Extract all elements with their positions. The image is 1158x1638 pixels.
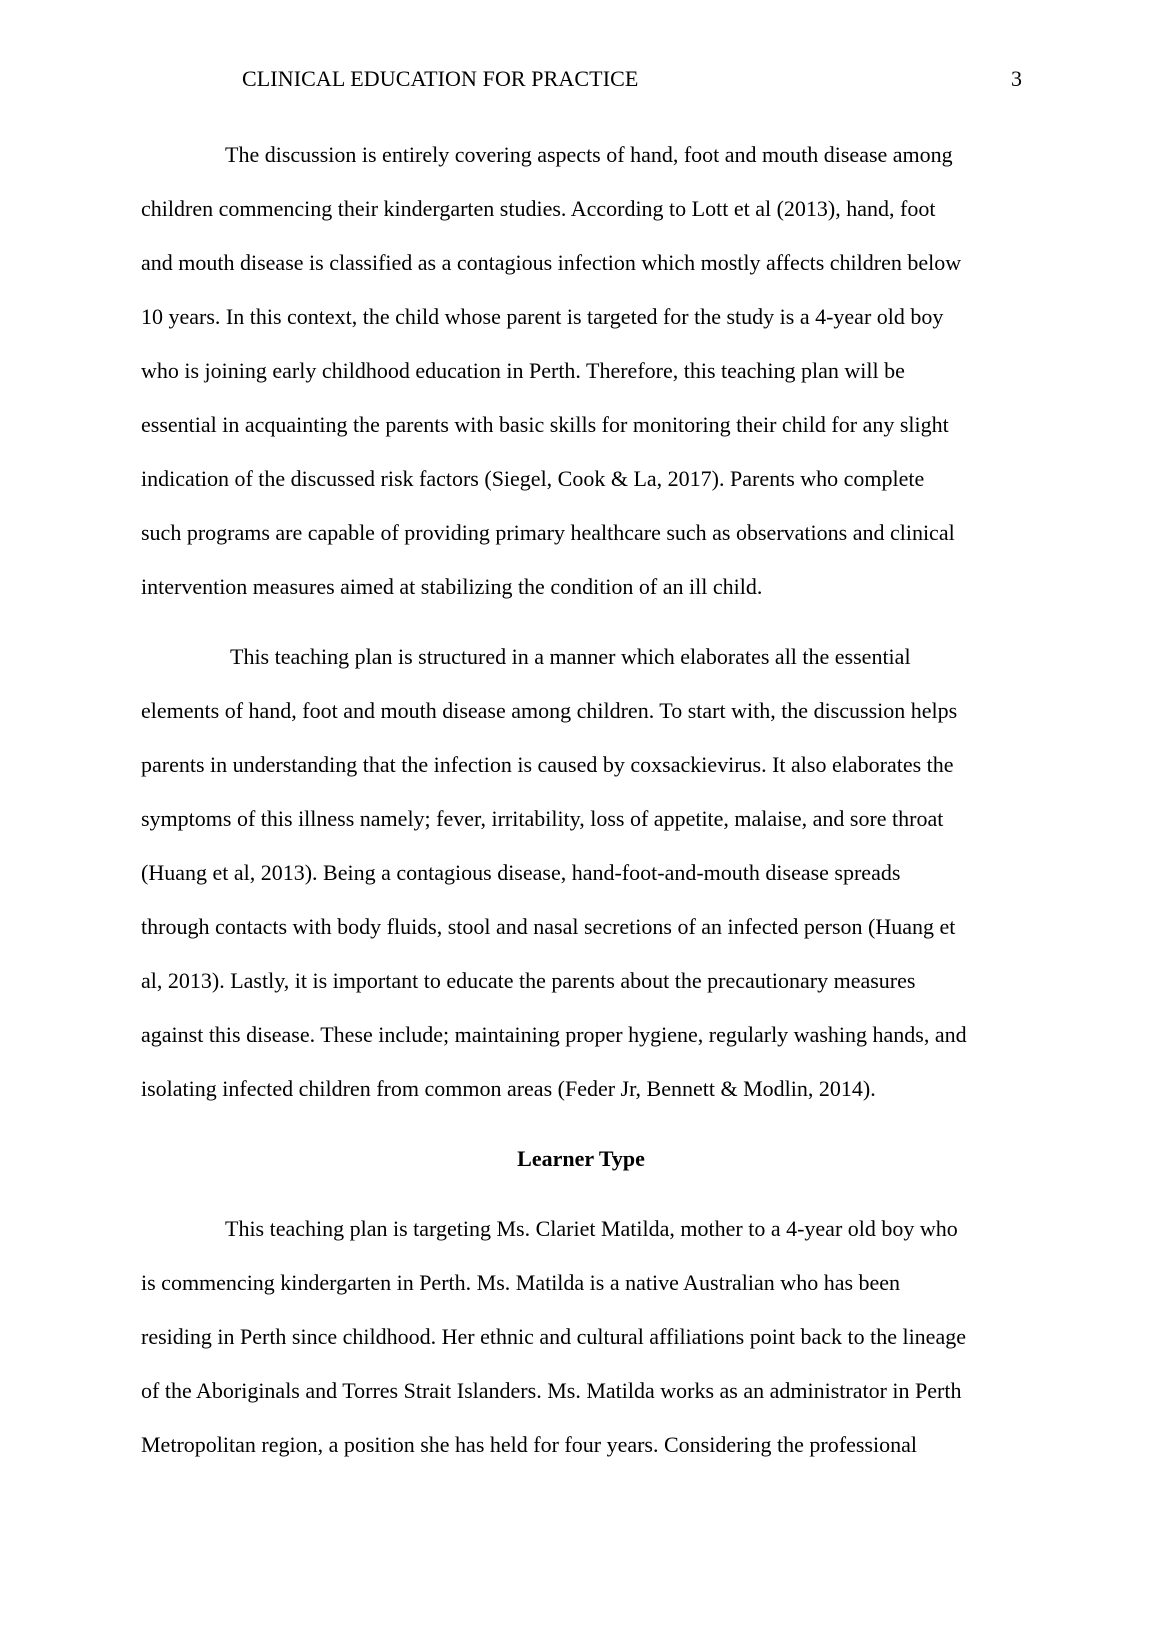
text-line: This teaching plan is targeting Ms. Clariet Matilda, mother to a 4-year old boy who (225, 1216, 958, 1241)
body-text (141, 128, 1021, 1488)
text-line: (Huang et al, 2013). Being a contagious disease, hand-foot-and-mouth disease spreads (141, 860, 901, 885)
text-line: residing in Perth since childhood. Her ethnic and cultural affiliations point back to the lineage (141, 1324, 966, 1349)
text-line: of the Aboriginals and Torres Strait Islanders. Ms. Matilda works as an administrator in Perth (141, 1378, 962, 1403)
text-line: children commencing their kindergarten studies. According to Lott et al (2013), hand, foot (141, 196, 936, 221)
running-head: CLINICAL EDUCATION FOR PRACTICE (242, 66, 639, 91)
text-line: 10 years. In this context, the child whose parent is targeted for the study is a 4-year old boy (141, 304, 944, 329)
text-line: indication of the discussed risk factors (Siegel, Cook & La, 2017). Parents who complete (141, 466, 925, 491)
text-line: This teaching plan is structured in a manner which elaborates all the essential (230, 644, 911, 669)
paragraph-teaching-plan-structure (141, 630, 1021, 1116)
section-heading-learner-type: Learner Type (517, 1146, 645, 1171)
text-line: isolating infected children from common areas (Feder Jr, Bennett & Modlin, 2014). (141, 1076, 876, 1101)
text-line: such programs are capable of providing primary healthcare such as observations and clinical (141, 520, 955, 545)
text-line: The discussion is entirely covering aspects of hand, foot and mouth disease among (225, 142, 953, 167)
text-line: is commencing kindergarten in Perth. Ms. Matilda is a native Australian who has been (141, 1270, 901, 1295)
text-line: parents in understanding that the infection is caused by coxsackievirus. It also elaborates the (141, 752, 954, 777)
text-line: al, 2013). Lastly, it is important to educate the parents about the precautionary measures (141, 968, 916, 993)
text-line: through contacts with body fluids, stool and nasal secretions of an infected person (Huang et (141, 914, 956, 939)
text-line: essential in acquainting the parents with basic skills for monitoring their child for any slight (141, 412, 949, 437)
paragraph-introduction (141, 128, 1021, 614)
text-line: elements of hand, foot and mouth disease among children. To start with, the discussion helps (141, 698, 958, 723)
text-line: Metropolitan region, a position she has held for four years. Considering the professional (141, 1432, 917, 1457)
paragraph-learner-type (141, 1202, 1021, 1472)
text-line: intervention measures aimed at stabilizing the condition of an ill child. (141, 574, 763, 599)
text-line: against this disease. These include; maintaining proper hygiene, regularly washing hands, and (141, 1022, 967, 1047)
page-number: 3 (1011, 66, 1022, 91)
text-line: and mouth disease is classified as a contagious infection which mostly affects children below (141, 250, 962, 275)
text-line: symptoms of this illness namely; fever, irritability, loss of appetite, malaise, and sore throat (141, 806, 944, 831)
text-line: who is joining early childhood education in Perth. Therefore, this teaching plan will be (141, 358, 905, 383)
